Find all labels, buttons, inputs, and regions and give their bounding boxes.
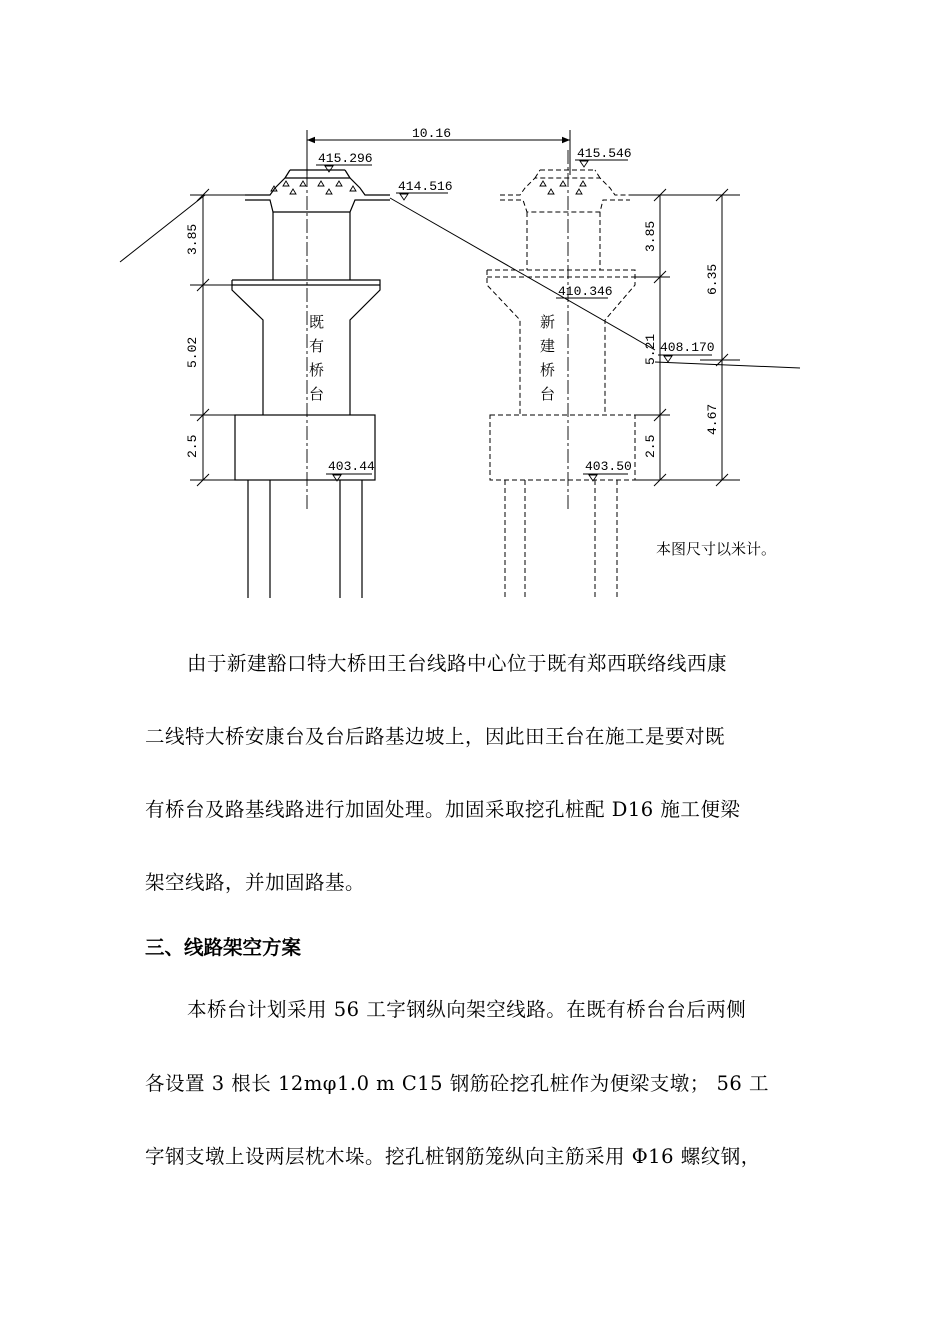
dimension-label: 6.35 [705,263,720,295]
existing-abutment [232,170,390,598]
bridge-abutment-drawing [0,0,950,610]
paragraph-line: 各设置 3 根长 12mφ1.0 m C15 钢筋砼挖孔桩作为便梁支墩； 56 工 [145,1072,770,1095]
existing-abutment-label: 既 [309,313,325,331]
dimension-label: 5.21 [643,333,658,365]
new-abutment [487,170,635,598]
dimension-label: 3.85 [643,220,658,252]
paragraph-line: 由于新建豁口特大桥田王台线路中心位于既有郑西联络线西康 [187,652,728,675]
section-heading: 三、线路架空方案 [145,936,302,959]
existing-abutment-label: 桥 [309,361,325,379]
elevation-label: 415.296 [318,151,373,166]
dimension-label: 3.85 [185,223,200,255]
elevation-label: 403.44 [328,459,375,474]
dimension-label: 5.02 [185,336,200,368]
elevation-label: 410.346 [558,284,613,299]
elevation-label: 403.50 [585,459,632,474]
elevation-label: 414.516 [398,179,453,194]
top-width-dimension: 10.16 [412,126,452,141]
dimension-label: 2.5 [185,434,200,458]
paragraph-line: 字钢支墩上设两层枕木垛。挖孔桩钢筋笼纵向主筋采用 Φ16 螺纹钢， [145,1145,761,1168]
paragraph-line: 二线特大桥安康台及台后路基边坡上，因此田王台在施工是要对既 [145,725,726,748]
dimension-label: 2.5 [643,434,658,458]
existing-abutment-label: 台 [309,385,325,403]
dimension-label: 4.67 [705,403,720,435]
new-abutment-label: 台 [540,385,556,403]
paragraph-line: 有桥台及路基线路进行加固处理。加固采取挖孔桩配 D16 施工便梁 [145,798,741,821]
new-abutment-label: 建 [540,337,556,355]
elevation-label: 408.170 [660,340,715,355]
existing-abutment-label: 有 [309,337,325,355]
unit-note: 本图尺寸以米计。 [656,540,777,558]
paragraph-line: 本桥台计划采用 56 工字钢纵向架空线路。在既有桥台台后两侧 [187,998,747,1021]
new-abutment-label: 桥 [540,361,556,379]
elevation-label: 415.546 [577,146,632,161]
paragraph-line: 架空线路，并加固路基。 [145,871,366,894]
new-abutment-label: 新 [540,313,556,331]
